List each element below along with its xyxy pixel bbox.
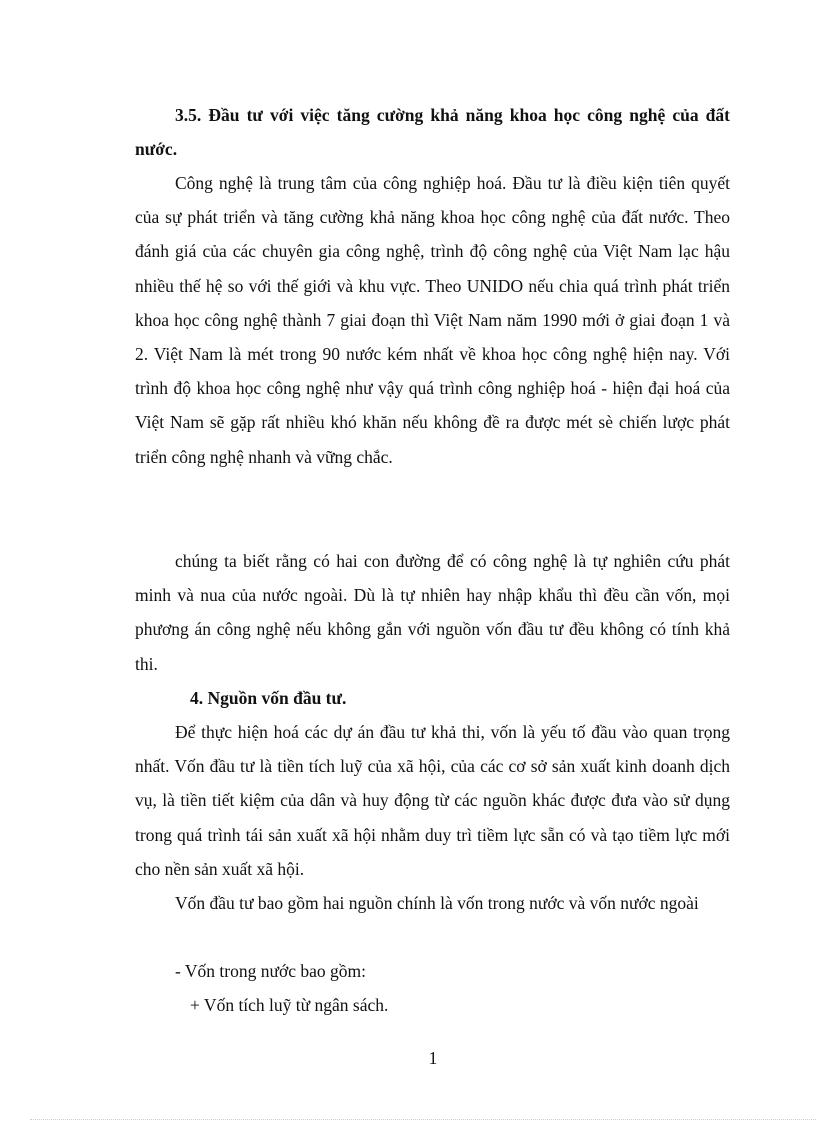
- paragraph-technology-paths: chúng ta biết rằng có hai con đường để có công nghệ là tự nghiên cứu phát minh và nua của nước ngoài. Dù là tự nhiên hay nhập khẩu thì đều cần vốn, mọi phương án công nghệ nếu không gắn với nguồn vốn đầu tư đều không có tính khả thi.: [135, 551, 730, 674]
- bullet-domestic-capital: - Vốn trong nước bao gồm:: [175, 961, 366, 981]
- section-3-5-heading: 3.5. Đầu tư với việc tăng cường khả năng khoa học công nghệ của đất nước.: [135, 105, 730, 160]
- paragraph-investment-capital: Để thực hiện hoá các dự án đầu tư khả thi, vốn là yếu tố đầu vào quan trọng nhất. Vốn đầu tư là tiền tích luỹ của xã hội, của các cơ sở sản xuất kinh doanh dịch vụ, là tiền tiết kiệm của dân và huy động từ các nguồn khác được đưa vào sử dụng trong quá trình tái sản xuất xã hội nhằm duy trì tiềm lực sẵn có và tạo tiềm lực mới cho nền sản xuất xã hội.: [135, 722, 730, 879]
- bullet-budget-accumulation: + Vốn tích luỹ từ ngân sách.: [190, 995, 389, 1015]
- page-number: 1: [428, 1048, 438, 1068]
- page-bottom-divider: [30, 1119, 816, 1120]
- paragraph-capital-sources: Vốn đầu tư bao gồm hai nguồn chính là vốn trong nước và vốn nước ngoài: [175, 893, 699, 913]
- paragraph-technology: Công nghệ là trung tâm của công nghiệp hoá. Đầu tư là điều kiện tiên quyết của sự phát triển và tăng cường khả năng khoa học công nghệ của đất nước. Theo đánh giá của các chuyên gia công nghệ, trình độ công nghệ của Việt Nam lạc hậu nhiều thế hệ so với thế giới và khu vực. Theo UNIDO nếu chia quá trình phát triển khoa học công nghệ thành 7 giai đoạn thì Việt Nam năm 1990 mới ở giai đoạn 1 và 2. Việt Nam là mét trong 90 nước kém nhất về khoa học công nghệ hiện nay. Với trình độ khoa học công nghệ như vậy quá trình công nghiệp hoá - hiện đại hoá của Việt Nam sẽ gặp rất nhiều khó khăn nếu không đề ra được mét sè chiến lược phát triển công nghệ nhanh và vững chắc.: [135, 173, 730, 467]
- section-4-heading: 4. Nguồn vốn đầu tư.: [190, 688, 347, 708]
